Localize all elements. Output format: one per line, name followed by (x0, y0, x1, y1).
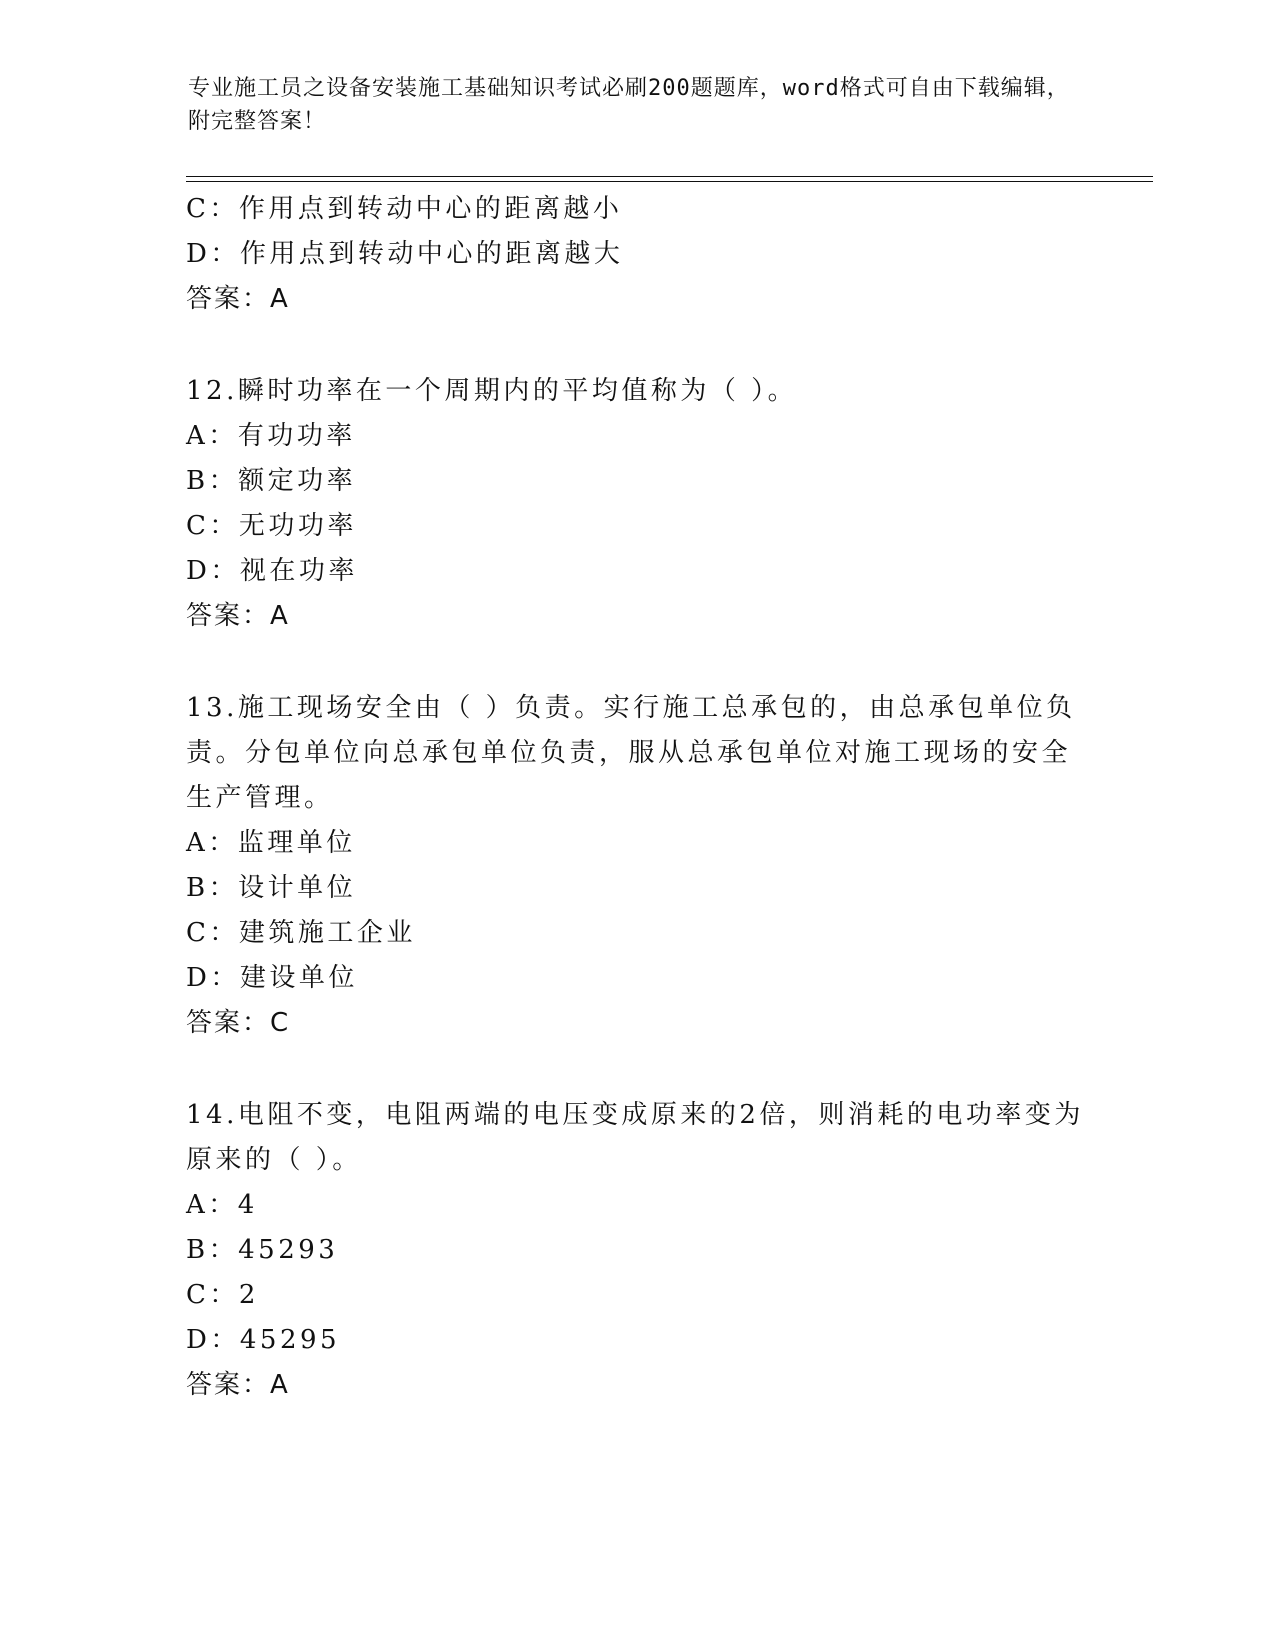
answer-line: 答案：A (186, 284, 290, 314)
answer-line: 答案：C (186, 1008, 291, 1038)
option-c: C：2 (186, 1280, 259, 1310)
answer-line: 答案：A (186, 601, 290, 631)
header-rule-bottom (186, 181, 1153, 182)
answer-line: 答案：A (186, 1370, 290, 1400)
header-rule-top (186, 176, 1153, 177)
option-d: D：建设单位 (186, 963, 358, 993)
prev-question-block (186, 187, 1086, 322)
question-14 (186, 1093, 1086, 1408)
option-c: C：建筑施工企业 (186, 918, 416, 948)
question-content (186, 187, 1086, 1408)
option-a: A：有功功率 (186, 421, 356, 451)
option-c: C：作用点到转动中心的距离越小 (186, 194, 623, 224)
option-b: B：45293 (186, 1235, 339, 1265)
option-d: D：45295 (186, 1325, 341, 1355)
option-b: B：设计单位 (186, 873, 357, 903)
option-d: D：视在功率 (186, 556, 358, 586)
option-d: D：作用点到转动中心的距离越大 (186, 239, 624, 269)
question-stem: 12.瞬时功率在一个周期内的平均值称为（ ）。 (186, 376, 798, 406)
question-stem: 13.施工现场安全由（ ）负责。实行施工总承包的，由总承包单位负 责。分包单位向总承包单位负责，服从总承包单位对施工现场的安全 生产管理。 (186, 693, 1076, 813)
option-a: A：监理单位 (186, 828, 356, 858)
document-header: 专业施工员之设备安装施工基础知识考试必刷200题题库，word格式可自由下载编辑，附完整答案！ (188, 76, 1070, 134)
question-stem: 14.电阻不变，电阻两端的电压变成原来的2倍，则消耗的电功率变为 原来的（ ）。 (186, 1100, 1084, 1175)
question-12 (186, 369, 1086, 639)
option-c: C：无功功率 (186, 511, 357, 541)
option-b: B：额定功率 (186, 466, 357, 496)
option-a: A：4 (186, 1190, 258, 1220)
question-13 (186, 686, 1086, 1046)
